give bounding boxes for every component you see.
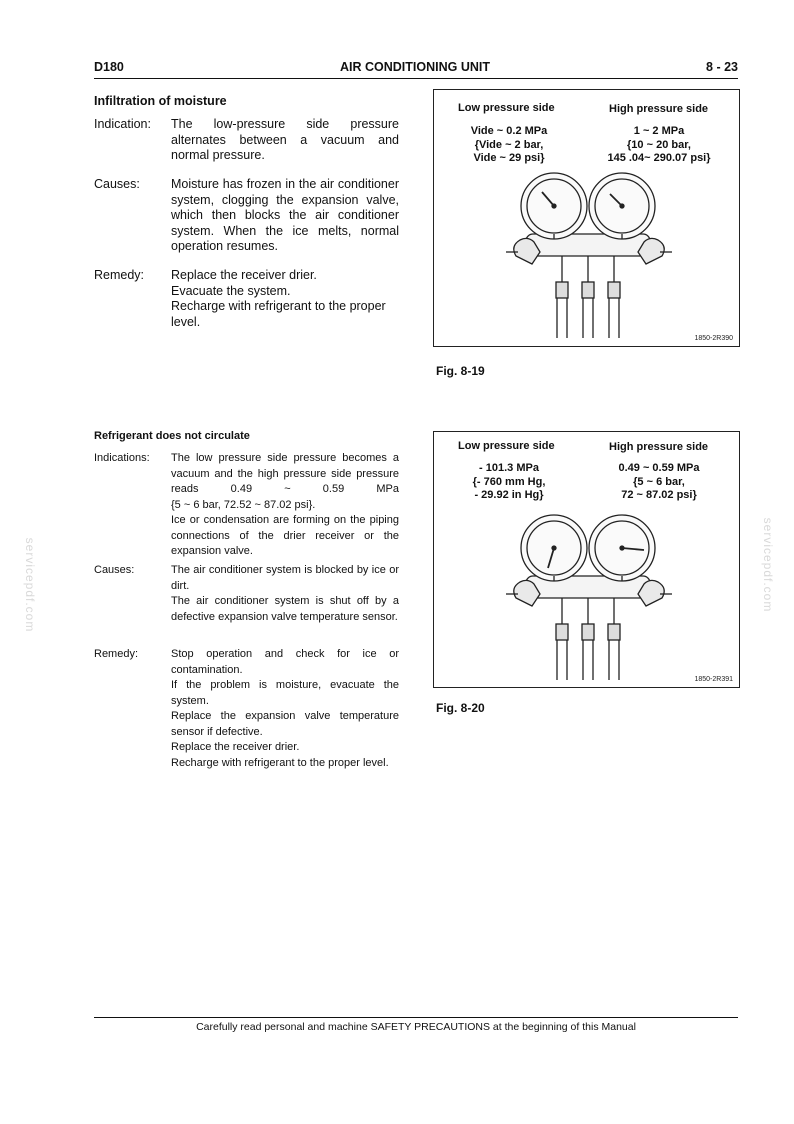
entry-label: Indication: (94, 117, 151, 131)
footer-rule (94, 1017, 738, 1018)
high-side-title: High pressure side (609, 103, 709, 115)
header-model: D180 (94, 60, 124, 74)
entry-text: The air conditioner system is blocked by ice or dirt. (171, 564, 399, 592)
entry-text: Ice or condensation are forming on the piping connections of the drier receiver or the expansion valve. (171, 514, 399, 557)
entry-text: The air conditioner system is shut off by a defective expansion valve temperature sensor. (171, 595, 399, 623)
low-side-title: Low pressure side (458, 440, 555, 452)
page-number: 8 - 23 (706, 60, 738, 74)
remedy-line: Replace the expansion valve temperature sensor if defective. (171, 710, 399, 738)
indication-entry (94, 117, 399, 164)
entry-text: {5 ~ 6 bar, 72.52 ~ 87.02 psi}. (171, 498, 316, 511)
figure-caption: Fig. 8-19 (436, 364, 485, 378)
remedy-line: Replace the receiver drier. (171, 741, 300, 753)
entry-text: Moisture has frozen in the air conditioner system, clogging the expansion valve, which then blocks the air conditioner system. When the ice melts, normal operation resumes. (171, 177, 399, 254)
entry-label: Indications: (94, 452, 150, 464)
header-title: AIR CONDITIONING UNIT (340, 60, 490, 74)
remedy-line: Recharge with refrigerant to the proper level. (171, 299, 386, 329)
remedy-line: Recharge with refrigerant to the proper level. (171, 756, 389, 769)
low-side-values: - 101.3 MPa {- 760 mm Hg, - 29.92 in Hg} (472, 462, 546, 501)
figure-caption: Fig. 8-20 (436, 701, 485, 715)
remedy-line: If the problem is moisture, evacuate the system. (171, 679, 399, 707)
entry-label: Causes: (94, 177, 140, 191)
figure-image-id: 1850-2R391 (694, 676, 733, 683)
high-side-values: 1 ~ 2 MPa {10 ~ 20 bar, 145 .04~ 290.07 psi} (607, 125, 711, 164)
remedy-line: Stop operation and check for ice or contamination. (171, 648, 399, 676)
section-title: Refrigerant does not circulate (94, 430, 250, 442)
figure-image-id: 1850-2R390 (694, 335, 733, 342)
footer-note: Carefully read personal and machine SAFETY PRECAUTIONS at the beginning of this Manual (196, 1021, 636, 1033)
watermark-right: servicepdf.com (761, 517, 775, 613)
remedy-entry (94, 268, 399, 330)
figure-gauge-set-2 (433, 431, 740, 688)
manifold-gauge-illustration (504, 512, 674, 682)
remedy-entry (94, 647, 399, 771)
low-side-title: Low pressure side (458, 102, 555, 114)
indications-entry (94, 451, 399, 560)
entry-text: The low pressure side pressure becomes a vacuum and the high pressure side pressure reads 0.49 ~ 0.59 MPa (171, 452, 399, 495)
entry-label: Causes: (94, 564, 135, 576)
causes-entry (94, 563, 399, 625)
section-title: Infiltration of moisture (94, 94, 227, 108)
header-rule (94, 78, 738, 79)
watermark-left: servicepdf.com (23, 537, 37, 633)
entry-label: Remedy: (94, 268, 145, 282)
figure-gauge-set-1 (433, 89, 740, 347)
remedy-line: Replace the receiver drier. (171, 268, 317, 282)
entry-label: Remedy: (94, 648, 139, 660)
causes-entry (94, 177, 399, 255)
remedy-line: Evacuate the system. (171, 283, 291, 298)
low-side-values: Vide ~ 0.2 MPa {Vide ~ 2 bar, Vide ~ 29 psi} (470, 125, 548, 164)
entry-text: The low-pressure side pressure alternates between a vacuum and normal pressure. (171, 117, 399, 163)
manifold-gauge-illustration (504, 170, 674, 340)
high-side-title: High pressure side (609, 441, 709, 453)
high-side-values: 0.49 ~ 0.59 MPa {5 ~ 6 bar, 72 ~ 87.02 psi} (618, 462, 700, 501)
